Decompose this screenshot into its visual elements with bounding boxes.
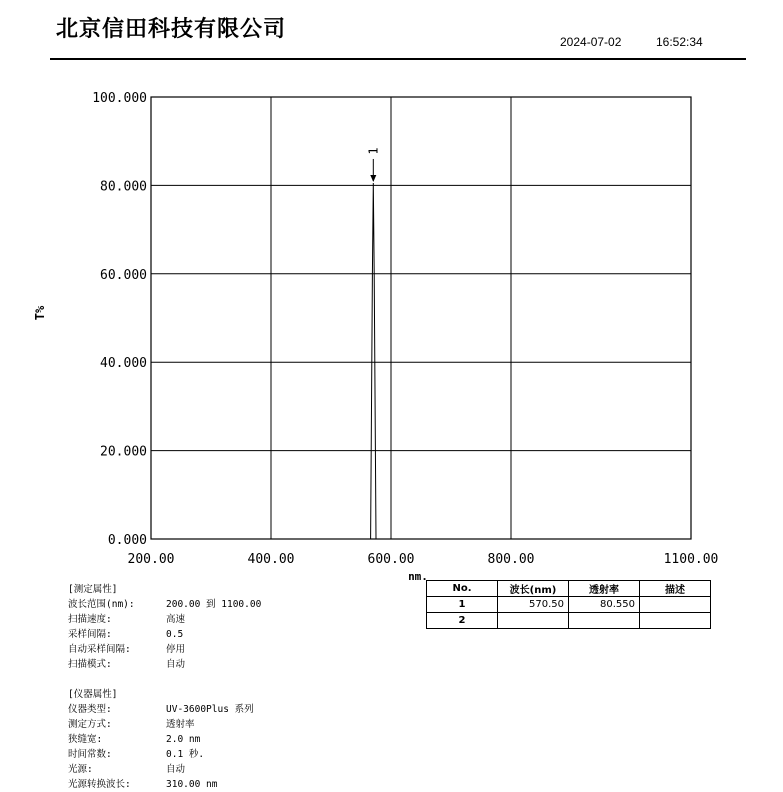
property-key: 时间常数: bbox=[68, 749, 112, 760]
x-tick-label: 400.00 bbox=[247, 552, 295, 567]
peak-wavelength: 570.50 bbox=[498, 597, 569, 613]
series-line bbox=[371, 183, 378, 539]
y-axis-label: T% bbox=[33, 305, 47, 321]
y-tick-label: 0.000 bbox=[107, 533, 147, 548]
property-value: 200.00 到 1100.00 bbox=[166, 599, 262, 610]
property-value: 透射率 bbox=[166, 719, 195, 730]
property-value: 310.00 nm bbox=[166, 779, 218, 790]
y-tick-label: 60.000 bbox=[100, 267, 147, 283]
property-value: UV-3600Plus 系列 bbox=[166, 704, 254, 715]
peak-table-header-transmittance: 透射率 bbox=[569, 581, 640, 597]
property-row bbox=[68, 657, 261, 672]
property-row bbox=[68, 642, 261, 657]
measure-properties-title: [测定属性] bbox=[68, 584, 118, 595]
x-tick-label: 600.00 bbox=[367, 552, 415, 567]
report-date: 2024-07-02 bbox=[560, 35, 622, 49]
peak-marker-arrowhead bbox=[370, 175, 376, 182]
property-row bbox=[68, 717, 254, 732]
property-key: 狭缝宽: bbox=[68, 734, 103, 745]
table-row bbox=[427, 613, 711, 629]
peak-wavelength bbox=[498, 613, 569, 629]
x-tick-label: 1100.00 bbox=[663, 552, 719, 567]
property-row bbox=[68, 612, 261, 627]
peak-table-header-no: No. bbox=[427, 581, 498, 597]
peak-description bbox=[640, 597, 711, 613]
property-key: 自动采样间隔: bbox=[68, 644, 131, 655]
property-value: 自动 bbox=[166, 764, 186, 775]
y-tick-label: 40.000 bbox=[100, 356, 147, 372]
peak-table-header-wavelength: 波长(nm) bbox=[498, 581, 569, 597]
property-row bbox=[68, 702, 254, 717]
property-key: 采样间隔: bbox=[68, 629, 112, 640]
peak-description bbox=[640, 613, 711, 629]
peak-no: 1 bbox=[427, 597, 498, 613]
peak-transmittance: 80.550 bbox=[569, 597, 640, 613]
property-row bbox=[68, 747, 254, 762]
report-time: 16:52:34 bbox=[656, 35, 703, 49]
x-tick-label: 800.00 bbox=[487, 552, 535, 567]
y-tick-label: 80.000 bbox=[100, 179, 147, 195]
property-value: 停用 bbox=[166, 644, 186, 655]
x-axis-label: nm. bbox=[408, 570, 428, 583]
instrument-properties-title: [仪器属性] bbox=[68, 689, 118, 700]
y-tick-label: 100.000 bbox=[92, 91, 147, 106]
property-value: 自动 bbox=[166, 659, 186, 670]
x-tick-label: 200.00 bbox=[127, 552, 175, 567]
peak-table-header-description: 描述 bbox=[640, 581, 711, 597]
property-key: 测定方式: bbox=[68, 719, 112, 730]
property-row bbox=[68, 777, 254, 792]
peak-no: 2 bbox=[427, 613, 498, 629]
property-key: 仪器类型: bbox=[68, 704, 112, 715]
table-row bbox=[427, 597, 711, 613]
property-row bbox=[68, 732, 254, 747]
peak-transmittance bbox=[569, 613, 640, 629]
property-row bbox=[68, 762, 254, 777]
y-tick-label: 20.000 bbox=[100, 444, 147, 460]
measure-properties bbox=[68, 582, 261, 672]
property-value: 0.1 秒. bbox=[166, 749, 205, 760]
property-value: 高速 bbox=[166, 614, 186, 625]
instrument-properties bbox=[68, 687, 254, 792]
property-key: 光源: bbox=[68, 764, 93, 775]
property-key: 波长范围(nm): bbox=[68, 599, 135, 610]
property-row bbox=[68, 597, 261, 612]
property-key: 扫描模式: bbox=[68, 659, 112, 670]
property-value: 0.5 bbox=[166, 629, 184, 640]
property-key: 光源转换波长: bbox=[68, 779, 131, 790]
property-value: 2.0 nm bbox=[166, 734, 201, 745]
peak-marker-label: 1 bbox=[366, 147, 381, 155]
plot-frame bbox=[151, 97, 691, 539]
property-row bbox=[68, 627, 261, 642]
property-key: 扫描速度: bbox=[68, 614, 112, 625]
company-title: 北京信田科技有限公司 bbox=[56, 17, 287, 42]
peak-table bbox=[426, 580, 711, 629]
